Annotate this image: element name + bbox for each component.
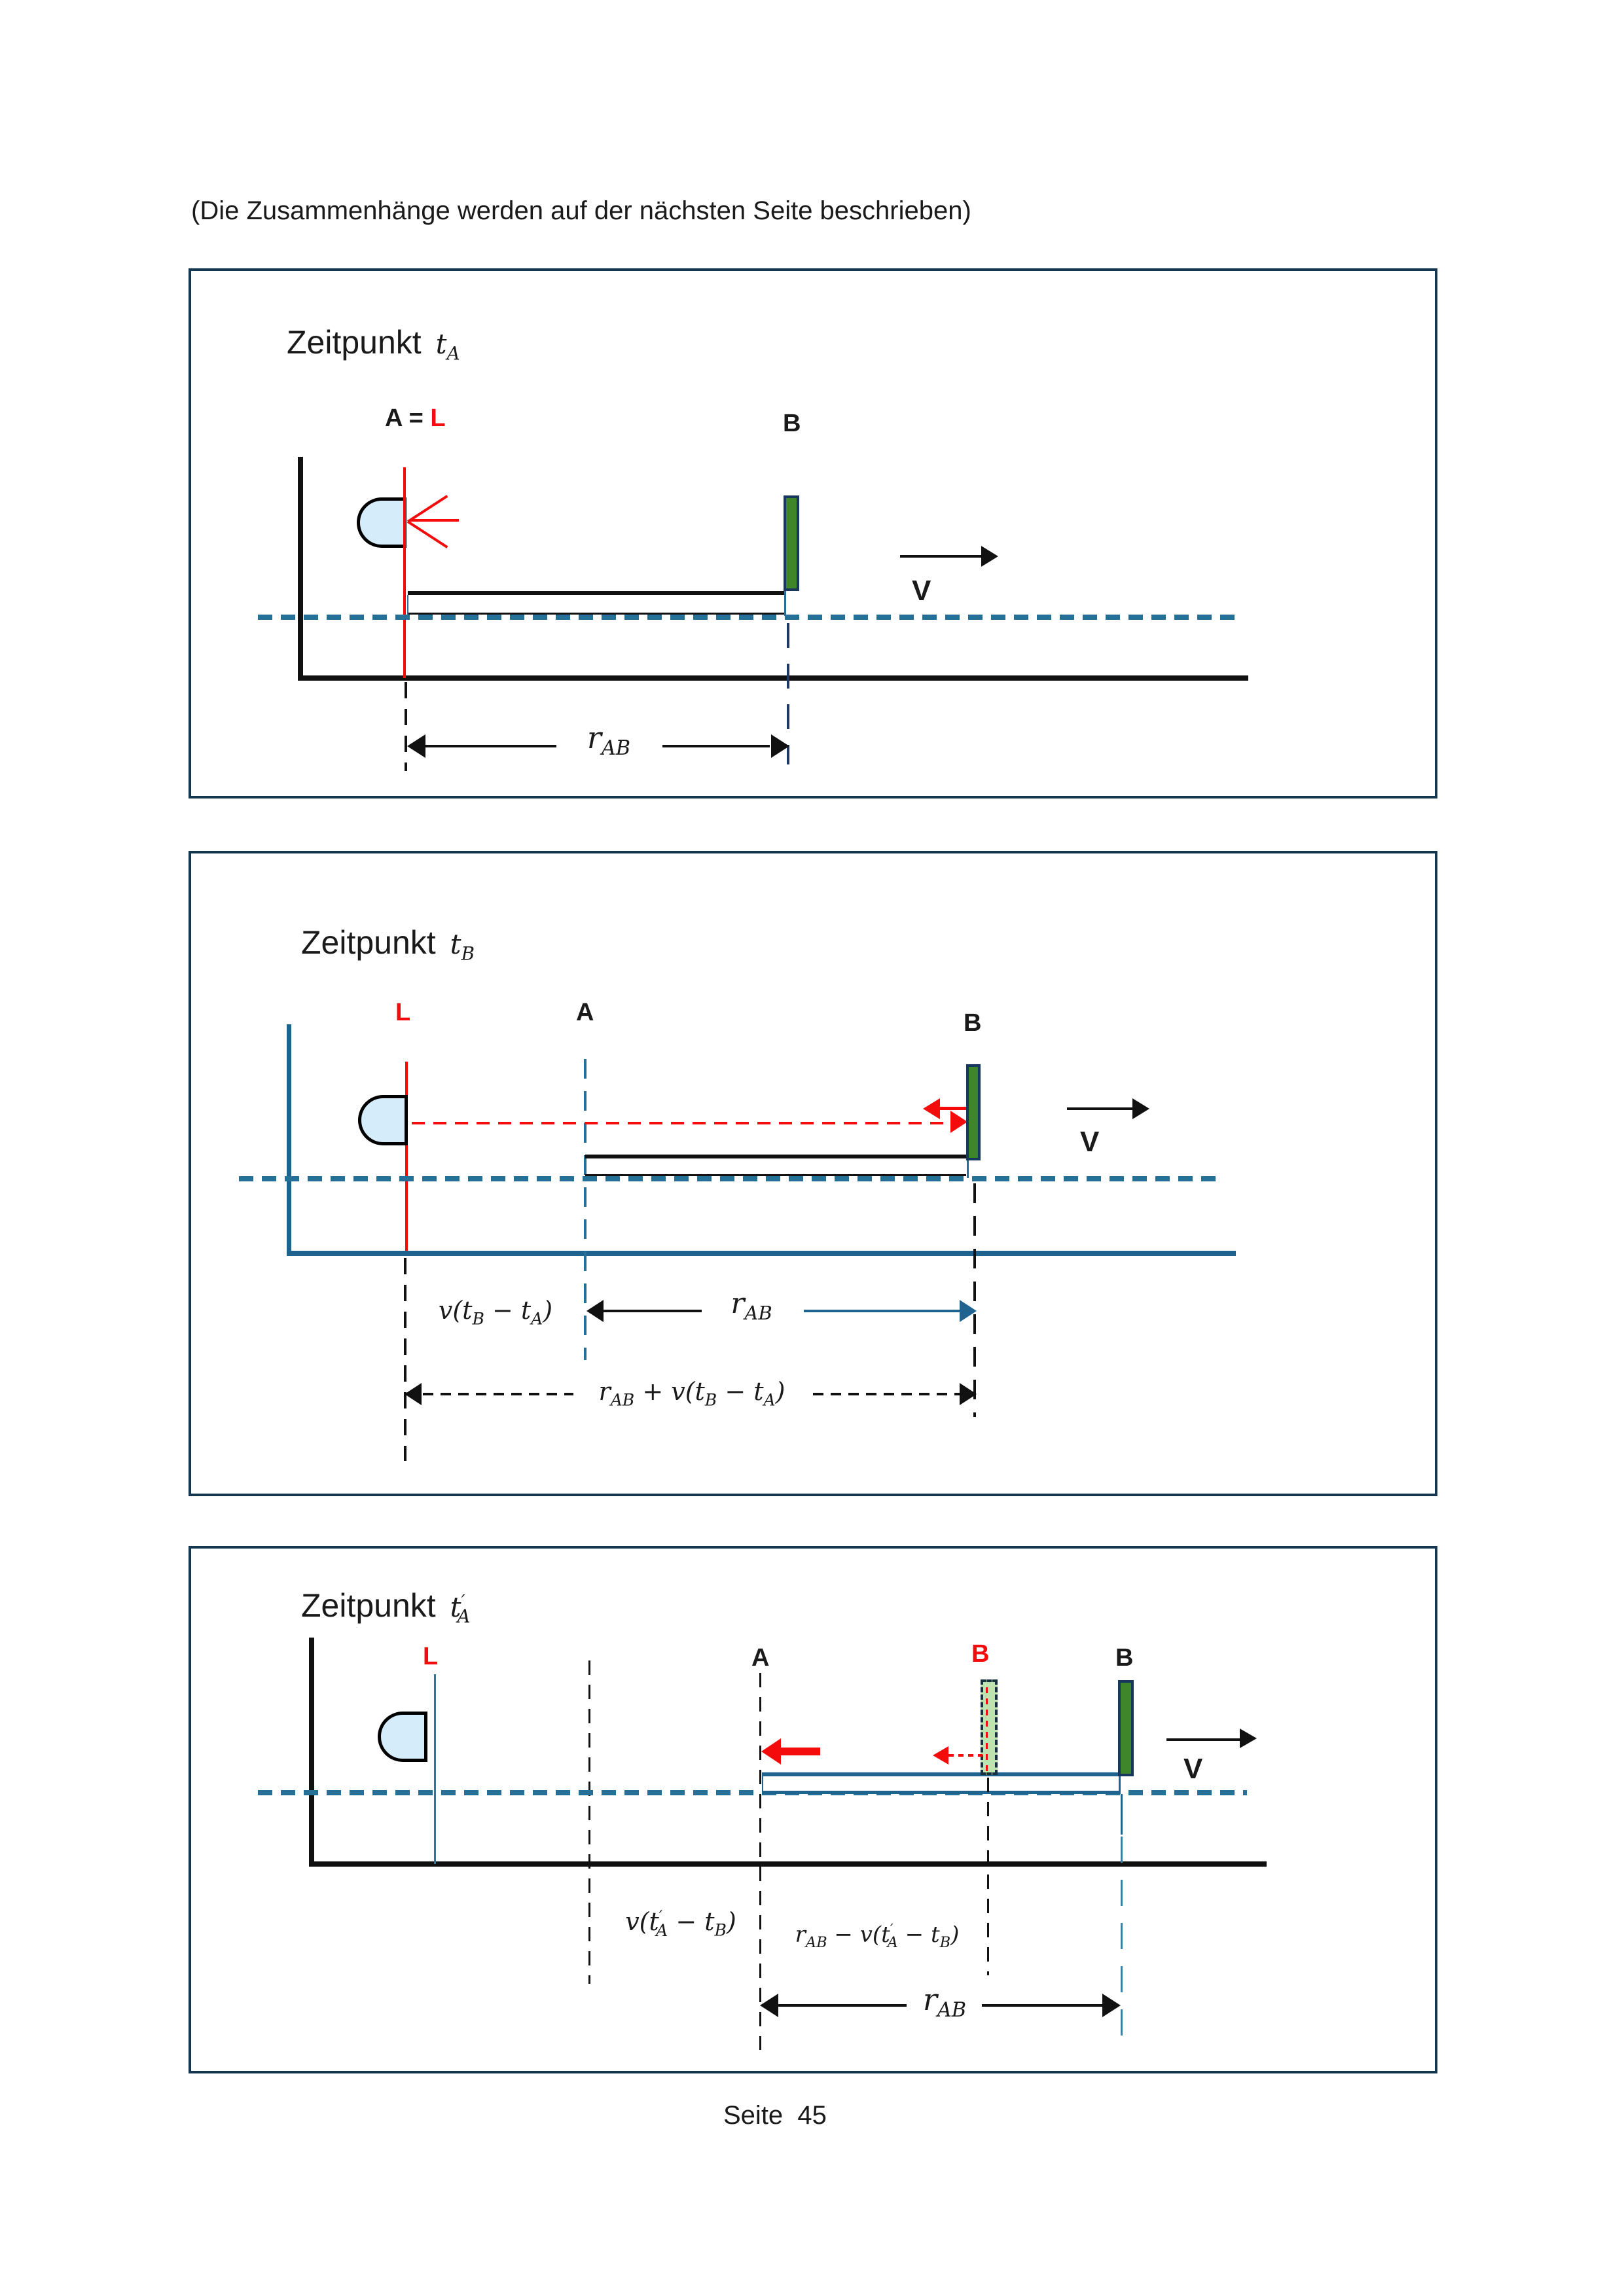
d3-red-dotted-arrowhead-icon xyxy=(933,1746,948,1765)
label-l: L xyxy=(430,404,446,432)
diagram1-time-symbol: $t_A$ xyxy=(435,328,460,365)
d3-formula-diff: $r_{AB} - v(t'_A - t_B)$ xyxy=(795,1920,960,1951)
d2-rab-shaft-right xyxy=(804,1310,960,1312)
d2-rab-arrowhead-left-icon xyxy=(586,1300,604,1322)
d3-red-dotted-shaft xyxy=(948,1754,983,1757)
d1-mirror-panel-b xyxy=(784,495,799,591)
d3-rab-shaft-left xyxy=(778,2004,907,2007)
d2-reflect-shaft xyxy=(940,1107,967,1110)
diagram1-title-text: Zeitpunkt xyxy=(287,324,422,361)
diagram3-label-l: L xyxy=(423,1643,439,1670)
d2-rod-top xyxy=(585,1155,966,1158)
d3-rab-arrowhead-right-icon xyxy=(1102,1994,1121,2017)
d1-rod-right-edge xyxy=(784,591,786,616)
d1-velocity-label: V xyxy=(912,575,931,607)
d2-axis-floor xyxy=(287,1251,1236,1256)
diagram3-time-symbol: $t'_A$ xyxy=(450,1591,471,1628)
d3-velocity-arrow-shaft xyxy=(1166,1738,1240,1741)
d3-velocity-label: V xyxy=(1183,1753,1203,1785)
d1-rab-label: $r_{AB}$ xyxy=(586,720,631,761)
diagram2-label-a: A xyxy=(576,999,594,1026)
d3-ghost-red-dash xyxy=(986,1687,988,1771)
diagram2-title xyxy=(301,924,475,965)
d1-rab-shaft-left xyxy=(425,745,556,747)
d3-red-arrow-shaft xyxy=(781,1748,820,1755)
lamp-icon xyxy=(358,1095,408,1145)
d3-guide-solid-b xyxy=(1121,1794,1123,1835)
top-note: (Die Zusammenhänge werden auf der nächsten Seite beschrieben) xyxy=(191,196,971,225)
d1-dotted-baseline xyxy=(258,615,1237,620)
d2-velocity-arrow-shaft xyxy=(1067,1107,1132,1110)
d2-sum-dash-right xyxy=(813,1393,964,1395)
label-a-eq: A = xyxy=(385,404,431,432)
d3-formula-vt: $v(t'_A - t_B)$ xyxy=(625,1907,736,1940)
d2-velocity-arrowhead-icon xyxy=(1132,1098,1149,1119)
d2-formula-vt: $v(t_B - t_A)$ xyxy=(438,1296,553,1329)
page-number: Seite 45 xyxy=(723,2101,827,2130)
d2-reflect-arrowhead-left-icon xyxy=(923,1098,940,1119)
d2-light-arrowhead-right-icon xyxy=(950,1111,967,1133)
d2-axis-vertical xyxy=(287,1024,291,1255)
lamp-icon xyxy=(378,1712,427,1762)
d1-rab-arrowhead-right-icon xyxy=(771,734,789,758)
diagram3-label-b-ghost: B xyxy=(971,1640,990,1668)
d2-light-dashed-shaft xyxy=(412,1122,948,1124)
diagram3-label-a: A xyxy=(751,1644,770,1672)
d1-rod-left-edge xyxy=(407,595,408,616)
d2-rab-arrowhead-right-icon xyxy=(960,1300,977,1322)
d1-ray-horizontal xyxy=(410,519,459,522)
d3-axis-floor xyxy=(309,1861,1267,1867)
d2-velocity-label: V xyxy=(1080,1126,1100,1158)
d2-rod-right-edge xyxy=(967,1160,969,1178)
diagram1-title xyxy=(287,323,460,365)
d3-ghost-panel-b xyxy=(981,1679,998,1775)
d3-axis-vertical xyxy=(309,1638,314,1867)
d2-mirror-panel-b xyxy=(966,1064,981,1160)
diagram2-time-symbol: $t_B$ xyxy=(450,928,475,965)
d1-rab-arrowhead-left-icon xyxy=(407,734,425,758)
diagram3-title-text: Zeitpunkt xyxy=(301,1587,436,1624)
d3-guide-dash-b-ghost xyxy=(987,1778,989,1975)
d2-guide-dash-l xyxy=(404,1258,406,1461)
d1-axis-floor xyxy=(298,675,1248,681)
d3-red-arrowhead-left-icon xyxy=(761,1738,781,1765)
d2-rab-label: $r_{AB}$ xyxy=(731,1287,772,1324)
d2-dotted-baseline xyxy=(239,1176,1223,1181)
d2-formula-sum: $r_{AB} + v(t_B - t_A)$ xyxy=(598,1377,785,1410)
d1-velocity-arrowhead-icon xyxy=(981,546,998,567)
d2-sum-dash-left xyxy=(423,1393,573,1395)
d3-rab-arrowhead-left-icon xyxy=(760,1994,778,2017)
d2-sum-arrowhead-right-icon xyxy=(960,1383,977,1405)
d2-sum-arrowhead-left-icon xyxy=(405,1383,422,1405)
d3-guide-line-l xyxy=(434,1674,436,1864)
d3-rab-shaft-right xyxy=(982,2004,1102,2007)
d1-rab-shaft-right xyxy=(662,745,770,747)
d1-velocity-arrow-shaft xyxy=(900,555,981,558)
d1-rod-top xyxy=(408,591,785,595)
d2-rab-shaft-left xyxy=(604,1310,702,1312)
diagram2-title-text: Zeitpunkt xyxy=(301,924,436,961)
d1-axis-vertical xyxy=(298,457,303,681)
diagram1-label-b: B xyxy=(783,410,801,437)
diagram3-title xyxy=(301,1587,471,1628)
d1-red-source-line xyxy=(403,467,406,678)
diagram3-label-b: B xyxy=(1115,1644,1134,1672)
d3-guide-dash-b xyxy=(1121,1837,1123,2051)
d2-red-source-line xyxy=(405,1062,408,1251)
d3-guide-dash-middle xyxy=(588,1660,590,1984)
lamp-icon xyxy=(357,497,406,548)
d3-mirror-panel-b xyxy=(1118,1680,1134,1776)
diagram3-frame xyxy=(189,1546,1437,2073)
d3-rab-label: $r_{AB}$ xyxy=(922,1982,967,2022)
diagram2-label-b: B xyxy=(964,1009,982,1037)
diagram1-label-a-equals-l xyxy=(385,404,446,433)
d3-rod xyxy=(762,1772,1121,1794)
diagram2-label-l: L xyxy=(395,999,411,1026)
d3-velocity-arrowhead-icon xyxy=(1240,1729,1257,1748)
